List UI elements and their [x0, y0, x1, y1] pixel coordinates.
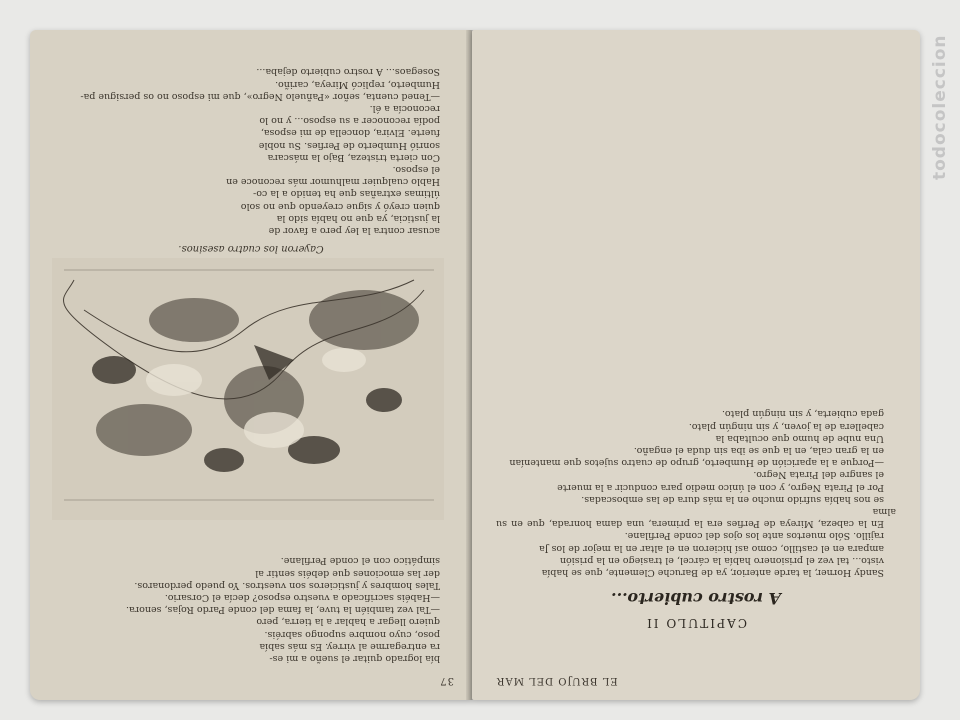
text-line: Sosegaos... A rostro cubierto dejaba...	[256, 66, 440, 78]
text-line: Una nube de humo que ocultaba la	[715, 432, 884, 444]
text-line: ampara en el castillo, como así hicieron en el altar en la mejor de los Ja	[539, 542, 884, 554]
right-page	[472, 30, 920, 700]
text-line: rajillo. Sólo muertos ante los ojos del conde Perfilane.	[624, 530, 884, 542]
text-line: reconocía a él.	[369, 102, 440, 114]
right-page-content	[472, 30, 920, 700]
left-bottom-text	[50, 50, 452, 236]
text-line: —Tened cuenta, señor «Pañuelo Negro», que mi esposo no os persigue pa-	[80, 90, 440, 102]
chapter-title: A rostro cubierto...	[611, 589, 781, 608]
text-line: la justicia, ya que no había sido la	[276, 212, 440, 224]
text-line: podía reconocer a su esposo... y no lo	[259, 115, 440, 127]
text-line: gada cubierta, y sin ningún plato.	[722, 408, 884, 420]
site-watermark: todocoleccion	[930, 34, 950, 180]
text-line: en la gran cala, en la que se iba sin duda el engaño.	[633, 444, 884, 456]
text-line: —Habéis sacrificado a vuestro esposo? decía el Corsario.	[164, 591, 440, 603]
right-body-text	[496, 48, 896, 578]
text-line: Con cierta tristeza, Bajo la máscara	[267, 151, 440, 163]
text-line: —Tal vez también la tuve, la fama del conde Pardo Rojas, senora.	[125, 604, 440, 616]
text-line: Hablo cualquier malhumor más reconoce en	[226, 176, 440, 188]
text-line: Sandy Horner, la tarde anterior, ya de Baruche Clemente, que se había	[541, 567, 884, 578]
text-line: se nos había sufrido mucho en la más dura de las emboscadas.	[581, 493, 884, 505]
text-line: cabellera de la joven, y sin ningún plato.	[688, 420, 884, 432]
text-line: Humberto, replicó Mireya, cariño.	[275, 78, 440, 90]
text-line: el sangre del Pirata Negro.	[753, 469, 884, 481]
page-number: 37	[439, 675, 454, 686]
engraving-illustration	[52, 258, 444, 520]
left-page	[30, 30, 472, 700]
text-line: En la cabeza, Mireya de Perfies era la primera, una dama honrada, que en su alma	[496, 505, 896, 530]
text-line: ra entregarme al virrey. Es más sabía	[259, 640, 440, 652]
illustration-caption: Cayeron los cuatro asesinos.	[178, 243, 324, 254]
text-line: visto... tal vez el prisionero había la cárcel, el trasiego en la prisión	[559, 554, 884, 566]
text-line: —Porque a la aparición de Humberto, grupo de cuatro sujetos que mantenían	[509, 457, 884, 469]
text-line: der las emociones que debéis sentir al	[255, 567, 440, 579]
text-line: fuerte. Elvira, doncella de mi esposa,	[260, 127, 440, 139]
text-line: quiero llegar a hablar a la tierra, pero	[256, 616, 440, 628]
text-line: bía logrado quitar el sueño a mi es-	[269, 653, 440, 664]
text-line: quien creyó y sigue creyendo que no solo	[240, 200, 440, 212]
running-head: EL BRUJO DEL MAR	[496, 675, 618, 686]
text-line: sonrió Humberto de Perfies. Su noble	[258, 139, 440, 151]
text-line: simpático con el conde Perfilane.	[280, 555, 440, 567]
chapter-number: CAPITULO II	[645, 616, 747, 630]
left-top-text	[50, 526, 452, 664]
text-line: últimas extrañas que ha tenido a la co-	[253, 188, 440, 200]
text-line: acusar contra la ley pero a favor de	[268, 225, 440, 236]
text-line: Tales hombres y justicieros son vuestros. Yo puedo perdonaros.	[134, 579, 440, 591]
text-line: Por el Pirata Negro, y con el único medio para conducir a la muerte	[557, 481, 884, 493]
text-line: el esposo.	[392, 163, 440, 175]
text-line: poso, cuyo nombre supongo sabréis.	[264, 628, 440, 640]
left-page-content	[30, 30, 472, 700]
